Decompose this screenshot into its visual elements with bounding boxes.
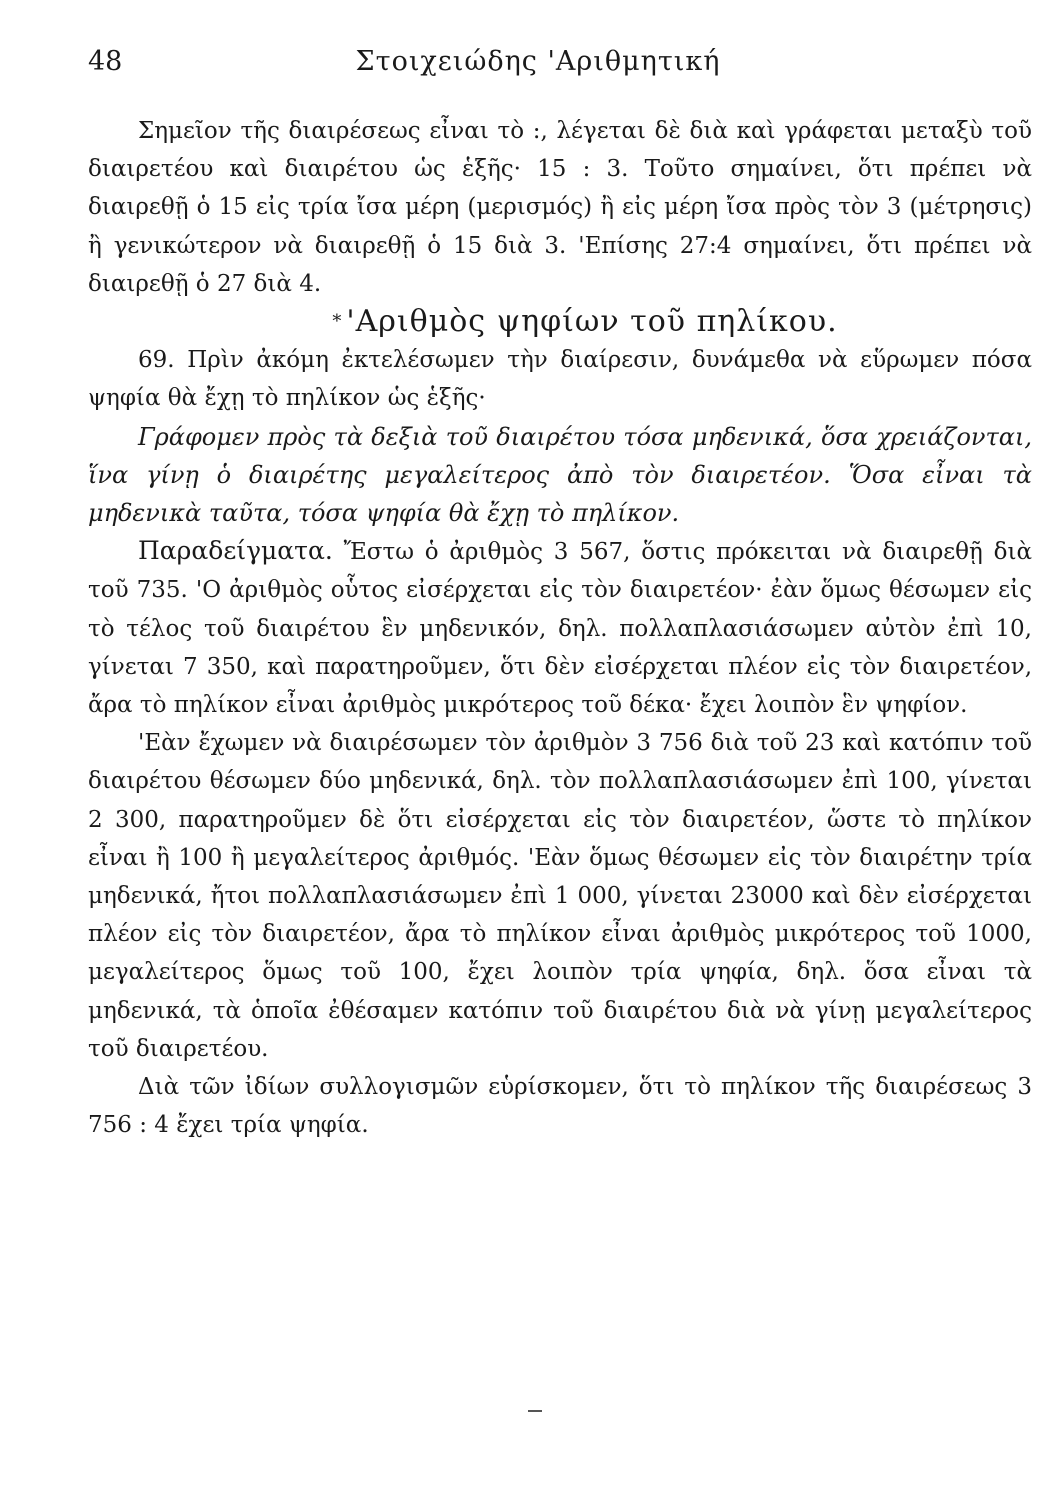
paragraph-69: 69. Πρὶν ἀκόμη ἐκτελέσωμεν τὴν διαίρεσιν, δυνάμεθα νὰ εὕρωμεν πόσα ψηφία θὰ ἔχῃ τὸ πηλίκον ὡς ἑξῆς·	[88, 347, 1032, 412]
rule-paragraph: Γράφομεν πρὸς τὰ δεξιὰ τοῦ διαιρέτου τόσα μηδενικά, ὅσα χρειάζονται, ἵνα γίνῃ ὁ διαιρέτης μεγαλείτερος ἀπὸ τὸν διαιρετέον. Ὅσα εἶναι τὰ μηδενικὰ ταῦτα, τόσα ψηφία θὰ ἔχῃ τὸ πηλίκον.	[88, 422, 1032, 528]
page-number: 48	[88, 46, 123, 77]
examples-label: Παραδείγματα.	[138, 536, 333, 566]
intro-paragraph: Σημεῖον τῆς διαιρέσεως εἶναι τὸ :, λέγεται δὲ διὰ καὶ γράφεται μεταξὺ τοῦ διαιρετέου καὶ διαιρέτου ὡς ἑξῆς· 15 : 3. Τοῦτο σημαίνει, ὅτι πρέπει νὰ διαιρεθῇ ὁ 15 εἰς τρία ἴσα μέρη (μερισμός) ἢ εἰς μέρη ἴσα πρὸς τὸν 3 (μέτρησις) ἢ γενικώτερον νὰ διαιρεθῇ ὁ 15 διὰ 3. 'Επίσης 27:4 σημαίνει, ὅτι πρέπει νὰ διαιρεθῇ ὁ 27 διὰ 4.	[88, 118, 1032, 297]
second-example-paragraph: 'Εὰν ἔχωμεν νὰ διαιρέσωμεν τὸν ἀριθμὸν 3 756 διὰ τοῦ 23 καὶ κατόπιν τοῦ διαιρέτου θέσωμεν δύο μηδενικά, δηλ. τὸν πολλαπλασιάσωμεν ἐπὶ 100, γίνεται 2 300, παρατηροῦμεν δὲ ὅτι εἰσέρχεται εἰς τὸν διαιρετέον, ὥστε τὸ πηλίκον εἶναι ἢ 100 ἢ μεγαλείτερος ἀριθμός. 'Εὰν ὅμως θέσωμεν εἰς τὸν διαιρέτην τρία μηδενικά, ἤτοι πολλαπλασιάσωμεν ἐπὶ 1 000, γίνεται 23000 καὶ δὲν εἰσέρχεται πλέον εἰς τὸν διαιρετέον, ἄρα τὸ πηλίκον εἶναι ἀριθμὸς μικρότερος τοῦ 1000, μεγαλείτερος ὅμως τοῦ 100, ἔχει λοιπὸν τρία ψηφία, δηλ. ὅσα εἶναι τὰ μηδενικά, τὰ ὁποῖα ἐθέσαμεν κατόπιν τοῦ διαιρέτου διὰ νὰ γίνῃ μεγαλείτερος τοῦ διαιρετέου.	[88, 730, 1032, 1062]
page-header	[88, 40, 988, 90]
examples-text: Ἔστω ὁ ἀριθμὸς 3 567, ὅστις πρόκειται νὰ διαιρεθῇ διὰ τοῦ 735. 'Ο ἀριθμὸς οὗτος εἰσέρχεται εἰς τὸν διαιρετέον· ἐὰν ὅμως θέσωμεν εἰς τὸ τέλος τοῦ διαιρέτου ἓν μηδενικόν, δηλ. πολλαπλασιάσωμεν αὐτὸν ἐπὶ 10, γίνεται 7 350, καὶ παρατηροῦμεν, ὅτι δὲν εἰσέρχεται πλέον εἰς τὸν διαιρετέον, ἄρα τὸ πηλίκον εἶναι ἀριθμὸς μικρότερος τοῦ δέκα· ἔχει λοιπὸν ἓν ψηφίον.	[88, 539, 1032, 719]
heading-asterisk: *	[332, 311, 343, 333]
examples-paragraph	[88, 532, 1032, 724]
page-body	[88, 112, 1032, 1144]
conclusion-paragraph: Διὰ τῶν ἰδίων συλλογισμῶν εὑρίσκομεν, ὅτι τὸ πηλίκον τῆς διαιρέσεως 3 756 : 4 ἔχει τρία ψηφία.	[88, 1074, 1032, 1139]
running-title: Στοιχειώδης 'Αριθμητική	[355, 46, 721, 77]
section-heading	[88, 303, 1032, 341]
bottom-dash-mark	[528, 1410, 542, 1412]
section-heading-text: 'Αριθμὸς ψηφίων τοῦ πηλίκου.	[346, 304, 838, 340]
